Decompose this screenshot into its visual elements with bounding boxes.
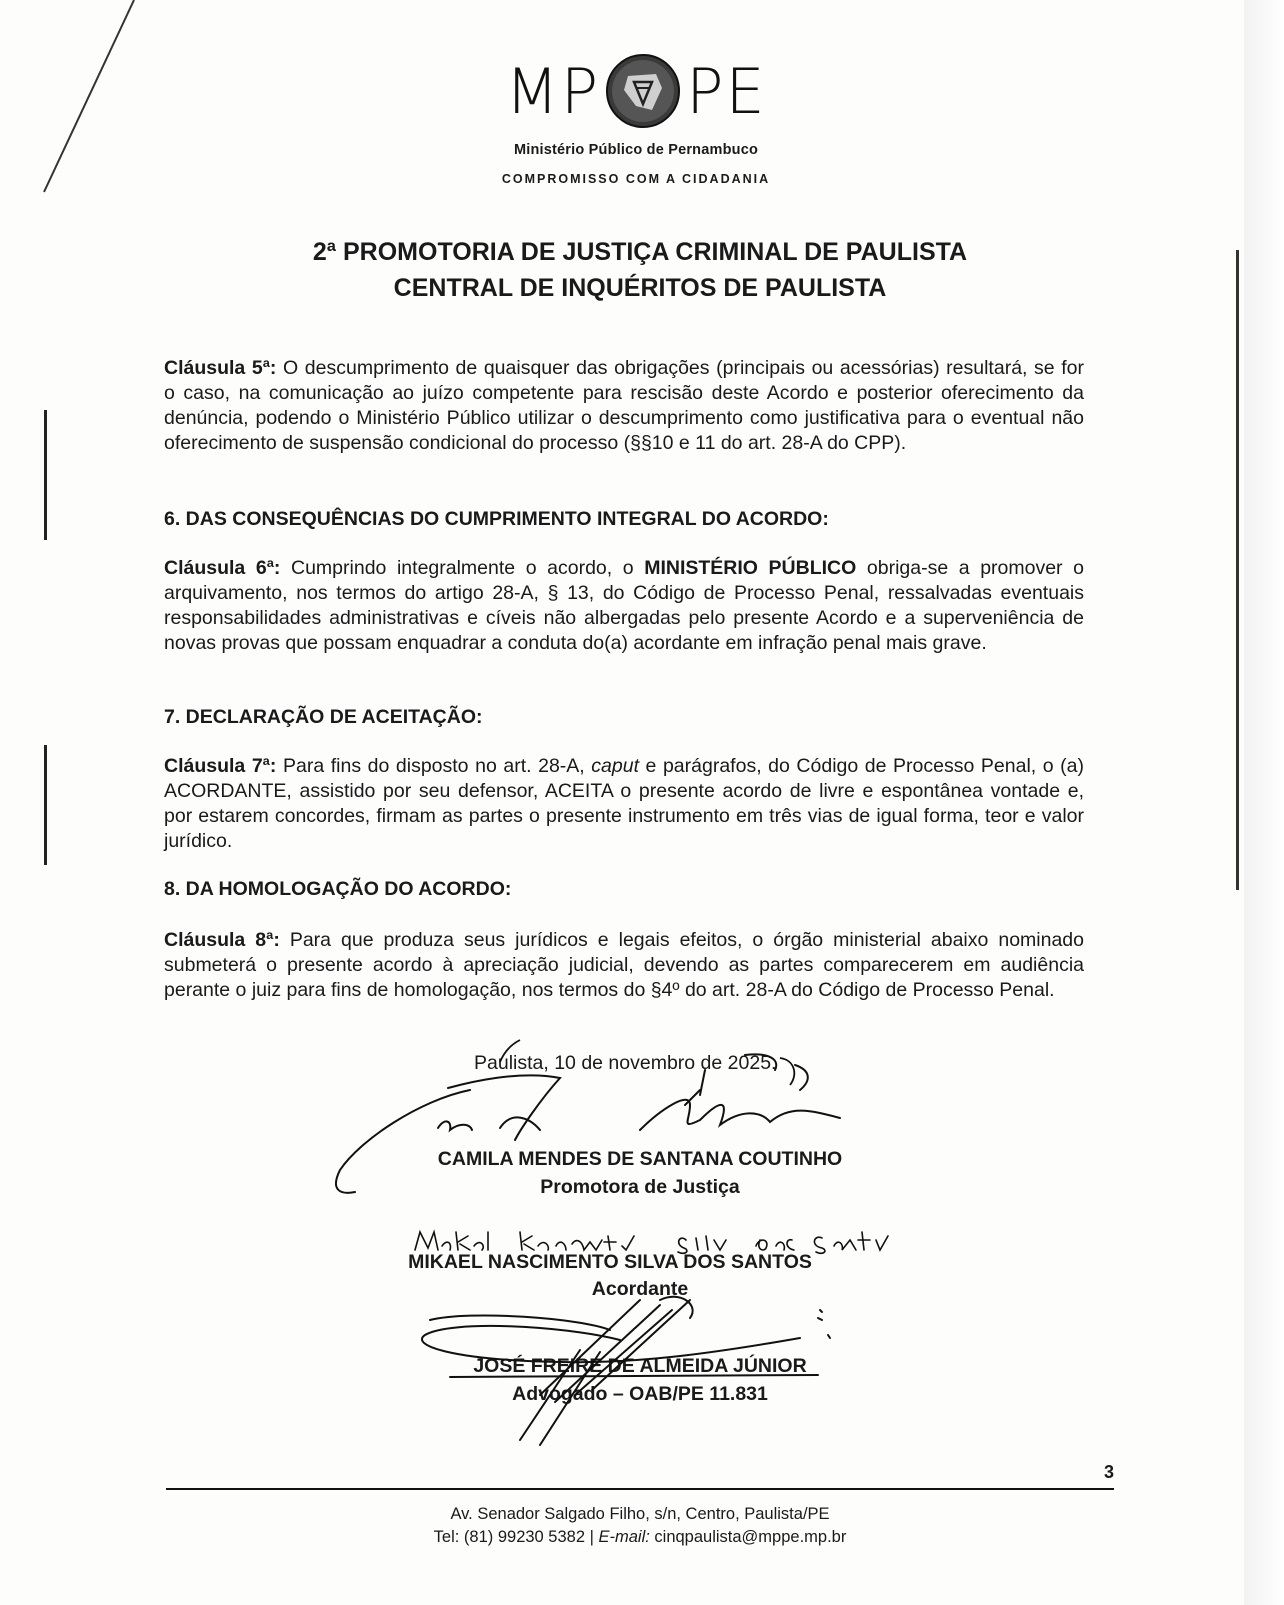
footer-address: Av. Senador Salgado Filho, s/n, Centro, Paulista/PE (450, 1505, 830, 1523)
signature-date: Paulista, 10 de novembro de 2025. (474, 1052, 777, 1074)
footer-email-label: E-mail: (598, 1528, 650, 1546)
clause-5-label: Cláusula 5ª: (164, 357, 277, 379)
scan-edge-mark (1236, 250, 1239, 890)
clause-6 (164, 556, 1084, 656)
logo-text-left: MP (505, 54, 601, 128)
clause-5-text: O descumprimento de quaisquer das obrigações (principais ou acessórias) resultará, se for o caso, na comunicação ao juízo competente para rescisão deste Acordo e posterior oferecimento da denúncia, podendo o Ministério Público utilizar o descumprimento como justificativa para o eventual não oferecimento de suspensão condicional do processo (§§10 e 11 do art. 28-A do CPP). (164, 357, 1085, 454)
clause-7-label: Cláusula 7ª: (164, 755, 277, 777)
footer-divider (166, 1488, 1114, 1490)
prosecutor-signature (336, 1054, 840, 1192)
page-number: 3 (1104, 1462, 1115, 1482)
org-motto: COMPROMISSO COM A CIDADANIA (501, 172, 771, 186)
section-7-title: 7. DECLARAÇÃO DE ACEITAÇÃO: (164, 706, 483, 728)
clause-8-label: Cláusula 8ª: (164, 929, 280, 951)
clause-8-text: Para que produza seus jurídicos e legais efeitos, o órgão ministerial abaixo nominado submeterá o presente acordo à apreciação judicial, devendo as partes comparecerem em audiência perante o juiz para fins de homologação, nos termos do §4º do art. 28-A do Código de Processo Penal. (164, 929, 1084, 1001)
scan-edge-mark (38, 0, 148, 200)
section-6-title: 6. DAS CONSEQUÊNCIAS DO CUMPRIMENTO INTEGRAL DO ACORDO: (164, 508, 829, 530)
document-title-line2: CENTRAL DE INQUÉRITOS DE PAULISTA (393, 274, 887, 302)
footer-phone: Tel: (81) 99230 5382 | (433, 1528, 599, 1546)
org-name: Ministério Público de Pernambuco (513, 142, 759, 158)
clause-6-bold: MINISTÉRIO PÚBLICO (644, 557, 857, 579)
scan-edge-mark (44, 410, 47, 540)
prosecutor-role: Promotora de Justiça (540, 1176, 740, 1198)
document-title-line1: 2ª PROMOTORIA DE JUSTIÇA CRIMINAL DE PAULISTA (312, 238, 968, 266)
clause-6-label: Cláusula 6ª: (164, 557, 281, 579)
defendant-role: Acordante (591, 1278, 689, 1300)
footer-contact (166, 1528, 1114, 1547)
lawyer-role: Advogado – OAB/PE 11.831 (512, 1383, 768, 1405)
clause-7-text-b: e parágrafos, do Código de Processo Penal, o (a) ACORDANTE, assistido por seu defensor, ACEITA o presente acordo de livre e espontânea vontade e, por estarem concordes, firmam as partes o presente instrumento em três vias de igual forma, teor e valor jurídico. (164, 755, 1085, 852)
lawyer-name: JOSÉ FREIRE DE ALMEIDA JÚNIOR (473, 1355, 807, 1377)
clause-5 (164, 356, 1084, 456)
clause-7-text-a: Para fins do disposto no art. 28-A, (276, 755, 592, 777)
clause-7 (164, 754, 1084, 854)
brazil-seal-icon (606, 54, 680, 128)
clause-7-italic: caput (591, 755, 639, 777)
prosecutor-name: CAMILA MENDES DE SANTANA COUTINHO (437, 1148, 843, 1170)
page-edge-shadow (1244, 0, 1284, 1605)
section-8-title: 8. DA HOMOLOGAÇÃO DO ACORDO: (164, 878, 512, 900)
clause-6-text-b: obriga-se a promover o arquivamento, nos termos do artigo 28-A, § 13, do Código de Processo Penal, ressalvadas eventuais responsabilidades administrativas e cíveis não albergadas pelo presente Acordo e a superveniência de novas provas que possam enquadrar a conduta do(a) acordante em infração penal mais grave. (164, 557, 1084, 654)
logo-text-right: PE (686, 54, 767, 128)
defendant-name: MIKAEL NASCIMENTO SILVA DOS SANTOS (408, 1251, 812, 1273)
footer-email: cinqpaulista@mppe.mp.br (649, 1528, 847, 1546)
mppe-logo (486, 46, 786, 196)
clause-8 (164, 928, 1084, 1003)
clause-6-text-a: Cumprindo integralmente o acordo, o (280, 557, 645, 579)
scan-edge-mark (44, 745, 47, 865)
